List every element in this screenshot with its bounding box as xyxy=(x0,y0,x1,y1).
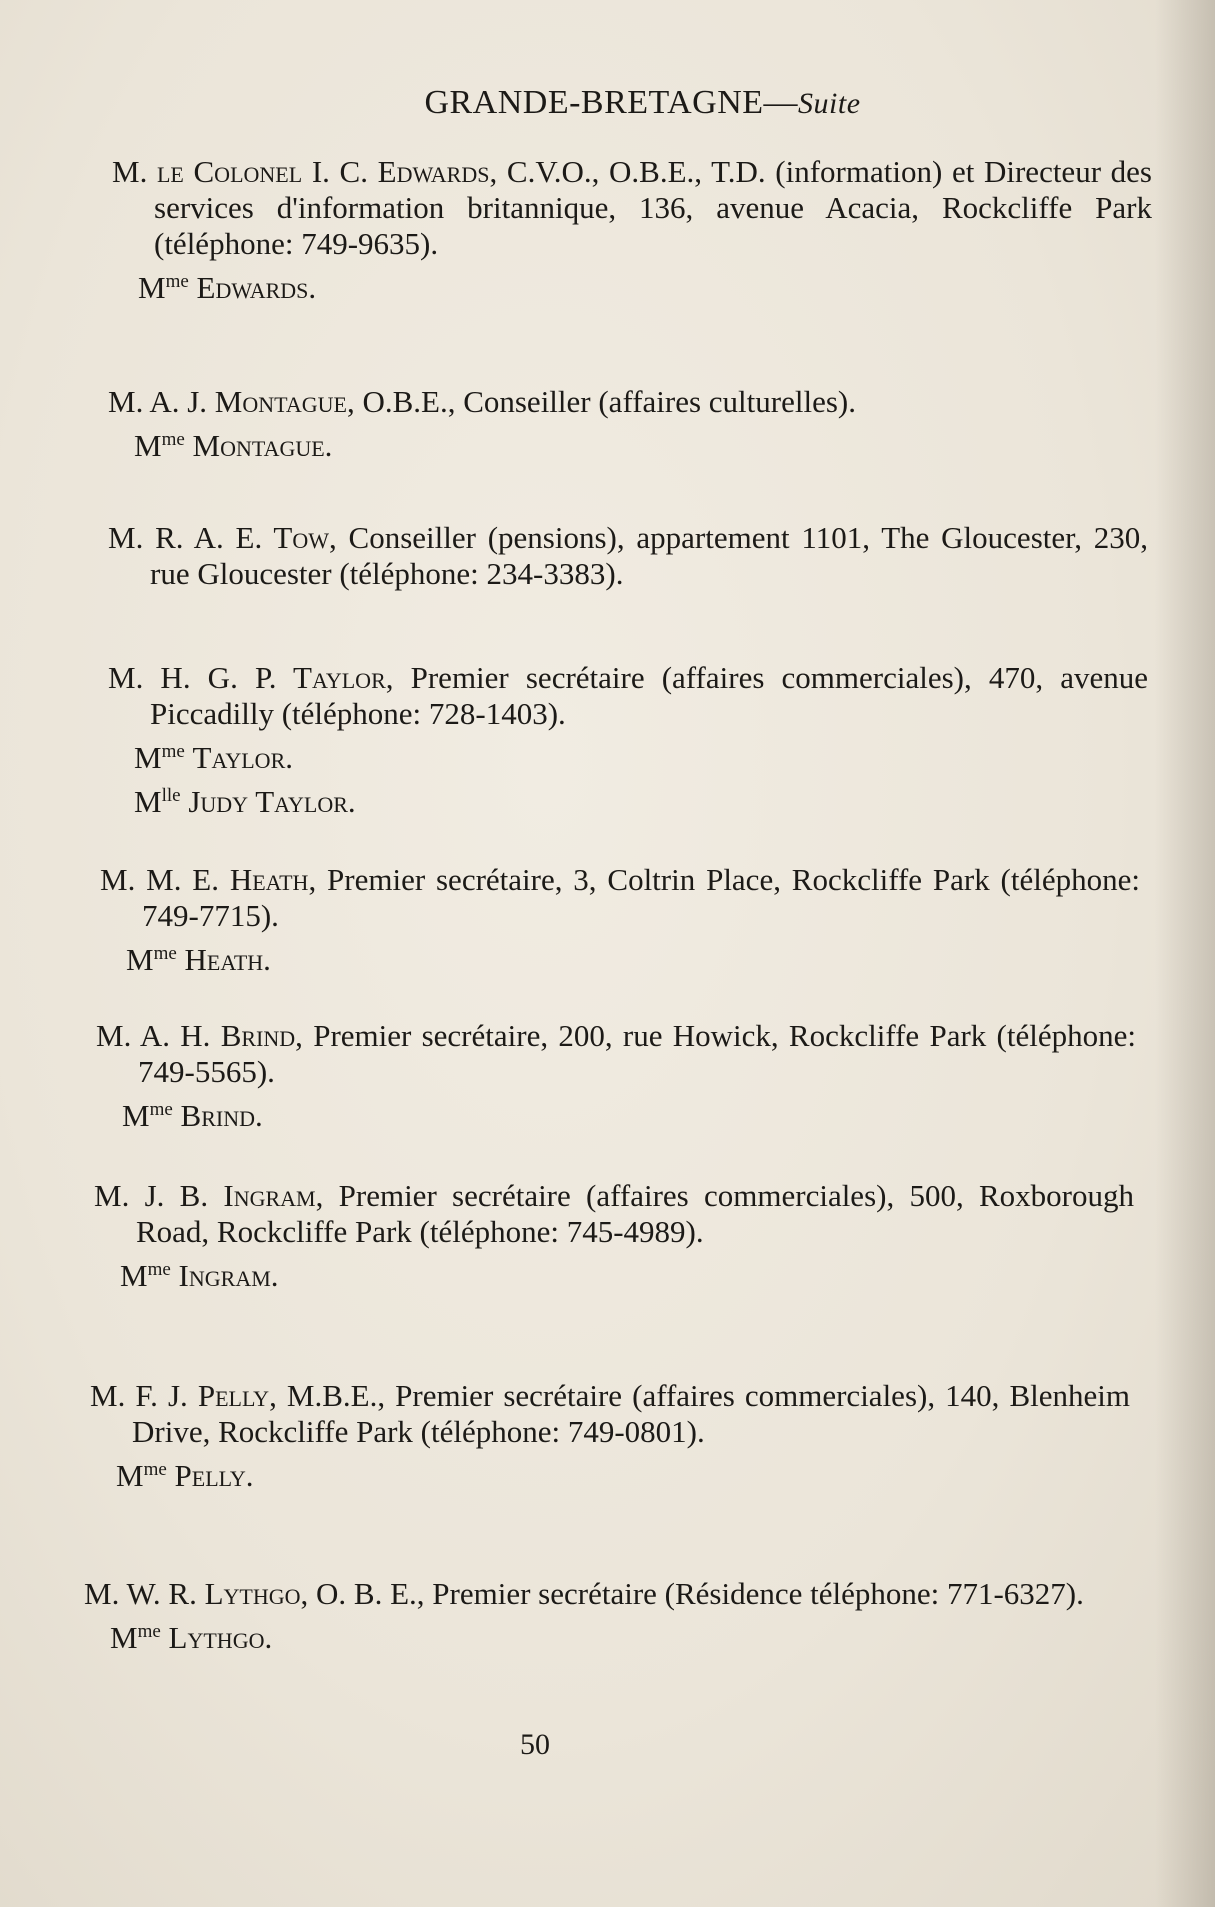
entry-heading xyxy=(108,520,1148,592)
entry-heading xyxy=(84,1576,1124,1612)
spouse-name: Brind. xyxy=(180,1098,263,1133)
person-name: M. A. J. Montague xyxy=(108,384,347,419)
entry-heading xyxy=(94,1178,1134,1250)
person-details: , O.B.E., Conseiller (affaires culturelles). xyxy=(346,384,856,419)
person-name: M. R. A. E. Tow xyxy=(108,520,329,555)
entry-heading xyxy=(108,660,1148,732)
person-details: , M.B.E., Premier secrétaire (affaires commerciales), 140, Blenheim Drive, Rockcliffe Park (téléphone: 749-0801). xyxy=(132,1378,1130,1449)
person-details: , O. B. E., Premier secrétaire (Résidence téléphone: 771-6327). xyxy=(300,1576,1084,1611)
person-details: , Conseiller (pensions), appartement 1101, The Gloucester, 230, rue Gloucester (téléphone: 234-3383). xyxy=(150,520,1148,591)
spouse-line: $M^{me}$ Ingram. xyxy=(120,1258,279,1293)
list-item xyxy=(108,384,1148,464)
spouse-line: $M^{me}$ Taylor. xyxy=(134,740,293,775)
person-name: M. J. B. Ingram xyxy=(94,1178,316,1213)
header-country: GRANDE-BRETAGNE— xyxy=(424,84,799,121)
page-header xyxy=(0,84,1215,122)
person-details: , Premier secrétaire, 200, rue Howick, Rockcliffe Park (téléphone: 749-5565). xyxy=(138,1018,1136,1089)
header-suite: Suite xyxy=(798,87,861,120)
spouse-name: Montague. xyxy=(192,428,333,463)
daughter-line: $M^{lle}$ Judy Taylor. xyxy=(134,784,356,819)
list-item xyxy=(108,660,1148,820)
person-details: , Premier secrétaire, 3, Coltrin Place, Rockcliffe Park (téléphone: 749-7715). xyxy=(142,862,1140,933)
list-item xyxy=(100,862,1140,978)
entry-heading xyxy=(100,862,1140,934)
spouse-line: $M^{me}$ Lythgo. xyxy=(110,1620,273,1655)
person-name: M. W. R. Lythgo xyxy=(84,1576,301,1611)
entry-heading xyxy=(108,384,1148,420)
spouse-line: $M^{me}$ Brind. xyxy=(122,1098,263,1133)
daughter-name: Judy Taylor. xyxy=(188,784,356,819)
person-name: M. le Colonel I. C. Edwards xyxy=(112,154,490,189)
list-item xyxy=(94,1178,1134,1294)
list-item xyxy=(96,1018,1136,1134)
entry-heading xyxy=(112,154,1152,262)
spouse-name: Ingram. xyxy=(178,1258,279,1293)
spouse-name: Edwards. xyxy=(196,270,317,305)
spouse-name: Heath. xyxy=(184,942,271,977)
spouse-name: Taylor. xyxy=(192,740,293,775)
spouse-line: $M^{me}$ Montague. xyxy=(134,428,333,463)
person-details: , Premier secrétaire (affaires commerciales), 470, avenue Piccadilly (téléphone: 728-1403). xyxy=(150,660,1148,731)
spouse-name: Pelly. xyxy=(174,1458,254,1493)
spouse-line: $M^{me}$ Edwards. xyxy=(138,270,317,305)
page-number: 50 xyxy=(520,1728,550,1761)
list-item xyxy=(108,520,1148,592)
list-item xyxy=(84,1576,1124,1656)
person-name: M. A. H. Brind xyxy=(96,1018,296,1053)
entry-heading xyxy=(90,1378,1130,1450)
page-edge-shadow xyxy=(1155,0,1215,1907)
entry-heading xyxy=(96,1018,1136,1090)
list-item xyxy=(90,1378,1130,1494)
person-name: M. M. E. Heath xyxy=(100,862,309,897)
spouse-name: Lythgo. xyxy=(168,1620,273,1655)
list-item xyxy=(112,154,1152,306)
spouse-line: $M^{me}$ Heath. xyxy=(126,942,271,977)
spouse-line: $M^{me}$ Pelly. xyxy=(116,1458,254,1493)
person-name: M. H. G. P. Taylor xyxy=(108,660,386,695)
person-details: , C.V.O., O.B.E., T.D. (information) et Directeur des services d'information britannique, 136, avenue Acacia, Rockcliffe Park (téléphone: 749-9635). xyxy=(154,154,1152,261)
person-name: M. F. J. Pelly xyxy=(90,1378,270,1413)
person-details: , Premier secrétaire (affaires commerciales), 500, Roxborough Road, Rockcliffe Park (téléphone: 745-4989). xyxy=(136,1178,1135,1249)
